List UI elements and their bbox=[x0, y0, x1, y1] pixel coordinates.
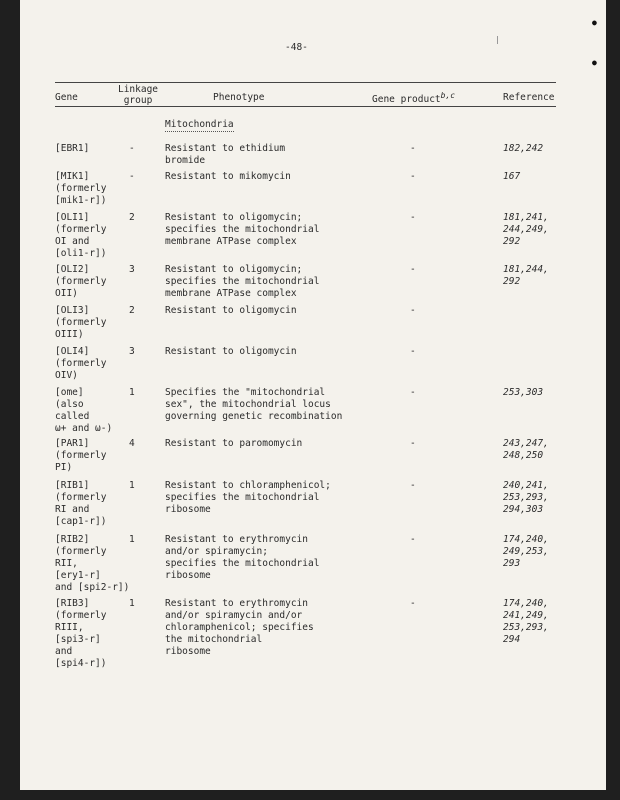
gene-product-cell: - bbox=[410, 212, 416, 223]
reference-cell: 253,303 bbox=[503, 387, 544, 398]
header-gene-product: Gene product$^{b,c}$ bbox=[372, 91, 456, 106]
gene-cell: [OLI4] (formerly OIV) bbox=[55, 346, 107, 381]
gene-cell: [OLI3] (formerly OIII) bbox=[55, 305, 107, 340]
gene-product-cell: - bbox=[410, 264, 416, 275]
reference-cell: 181,241, 244,249, 292 bbox=[503, 212, 549, 247]
header-bottom-rule bbox=[55, 106, 556, 107]
linkage-cell: 3 bbox=[129, 346, 135, 357]
header-gene: Gene bbox=[55, 92, 78, 103]
gene-cell: [MIK1] (formerly [mik1-r]) bbox=[55, 171, 107, 206]
reference-cell: 181,244, 292 bbox=[503, 264, 549, 287]
gene-product-cell: - bbox=[410, 534, 416, 545]
reference-cell: 240,241, 253,293, 294,303 bbox=[503, 480, 549, 515]
phenotype-cell: Specifies the "mitochondrial sex", the mitochondrial locus governing genetic recombination bbox=[165, 387, 343, 422]
linkage-cell: 1 bbox=[129, 387, 135, 398]
gene-product-cell: - bbox=[410, 143, 416, 154]
phenotype-cell: Resistant to mikomycin bbox=[165, 171, 291, 182]
gene-product-cell: - bbox=[410, 480, 416, 491]
phenotype-cell: Resistant to oligomycin; specifies the mitochondrial membrane ATPase complex bbox=[165, 264, 320, 299]
gene-cell: [ome] (also called ω+ and ω-) bbox=[55, 387, 113, 434]
gene-cell: [OLI2] (formerly OII) bbox=[55, 264, 107, 299]
header-linkage-group: Linkage group bbox=[117, 84, 159, 106]
header-phenotype: Phenotype bbox=[213, 92, 265, 103]
gene-product-cell: - bbox=[410, 387, 416, 398]
linkage-cell: - bbox=[129, 171, 135, 182]
gene-product-cell: - bbox=[410, 438, 416, 449]
gene-product-cell: - bbox=[410, 171, 416, 182]
gene-cell: [PAR1] (formerly PI) bbox=[55, 438, 107, 473]
reference-cell: 174,240, 241,249, 253,293, 294 bbox=[503, 598, 549, 645]
linkage-cell: 3 bbox=[129, 264, 135, 275]
phenotype-cell: Resistant to ethidium bromide bbox=[165, 143, 286, 166]
reference-cell: 167 bbox=[503, 171, 521, 182]
gene-product-cell: - bbox=[410, 598, 416, 609]
section-title-mitochondria: Mitochondria bbox=[165, 119, 234, 130]
margin-mark: ● bbox=[592, 58, 597, 67]
gene-cell: [RIB1] (formerly RI and [cap1-r]) bbox=[55, 480, 107, 527]
linkage-cell: - bbox=[129, 143, 135, 154]
table-top-rule bbox=[55, 82, 556, 83]
phenotype-cell: Resistant to chloramphenicol; specifies the mitochondrial ribosome bbox=[165, 480, 331, 515]
linkage-cell: 2 bbox=[129, 305, 135, 316]
linkage-cell: 1 bbox=[129, 480, 135, 491]
reference-cell: 182,242 bbox=[503, 143, 544, 154]
linkage-cell: 1 bbox=[129, 534, 135, 545]
margin-mark: ● bbox=[592, 18, 597, 27]
page-number: -48- bbox=[285, 42, 308, 53]
gene-cell: [RIB3] (formerly RIII, [spi3-r] and [spi4-r]) bbox=[55, 598, 107, 669]
linkage-cell: 4 bbox=[129, 438, 135, 449]
phenotype-cell: Resistant to oligomycin; specifies the mitochondrial membrane ATPase complex bbox=[165, 212, 320, 247]
phenotype-cell: Resistant to oligomycin bbox=[165, 346, 297, 357]
gene-cell: [RIB2] (formerly RII, [ery1-r] and [spi2-r]) bbox=[55, 534, 130, 593]
reference-cell: 243,247, 248,250 bbox=[503, 438, 549, 461]
linkage-cell: 1 bbox=[129, 598, 135, 609]
phenotype-cell: Resistant to oligomycin bbox=[165, 305, 297, 316]
header-reference: Reference bbox=[503, 92, 555, 103]
phenotype-cell: Resistant to paromomycin bbox=[165, 438, 303, 449]
gene-cell: [OLI1] (formerly OI and [oli1-r]) bbox=[55, 212, 107, 259]
linkage-cell: 2 bbox=[129, 212, 135, 223]
phenotype-cell: Resistant to erythromycin and/or spiramycin; specifies the mitochondrial ribosome bbox=[165, 534, 320, 581]
reference-cell: 174,240, 249,253, 293 bbox=[503, 534, 549, 569]
gene-cell: [EBR1] bbox=[55, 143, 90, 154]
gene-product-cell: - bbox=[410, 305, 416, 316]
phenotype-cell: Resistant to erythromycin and/or spiramycin and/or chloramphenicol; specifies the mitochondrial ribosome bbox=[165, 598, 314, 657]
gene-product-cell: - bbox=[410, 346, 416, 357]
